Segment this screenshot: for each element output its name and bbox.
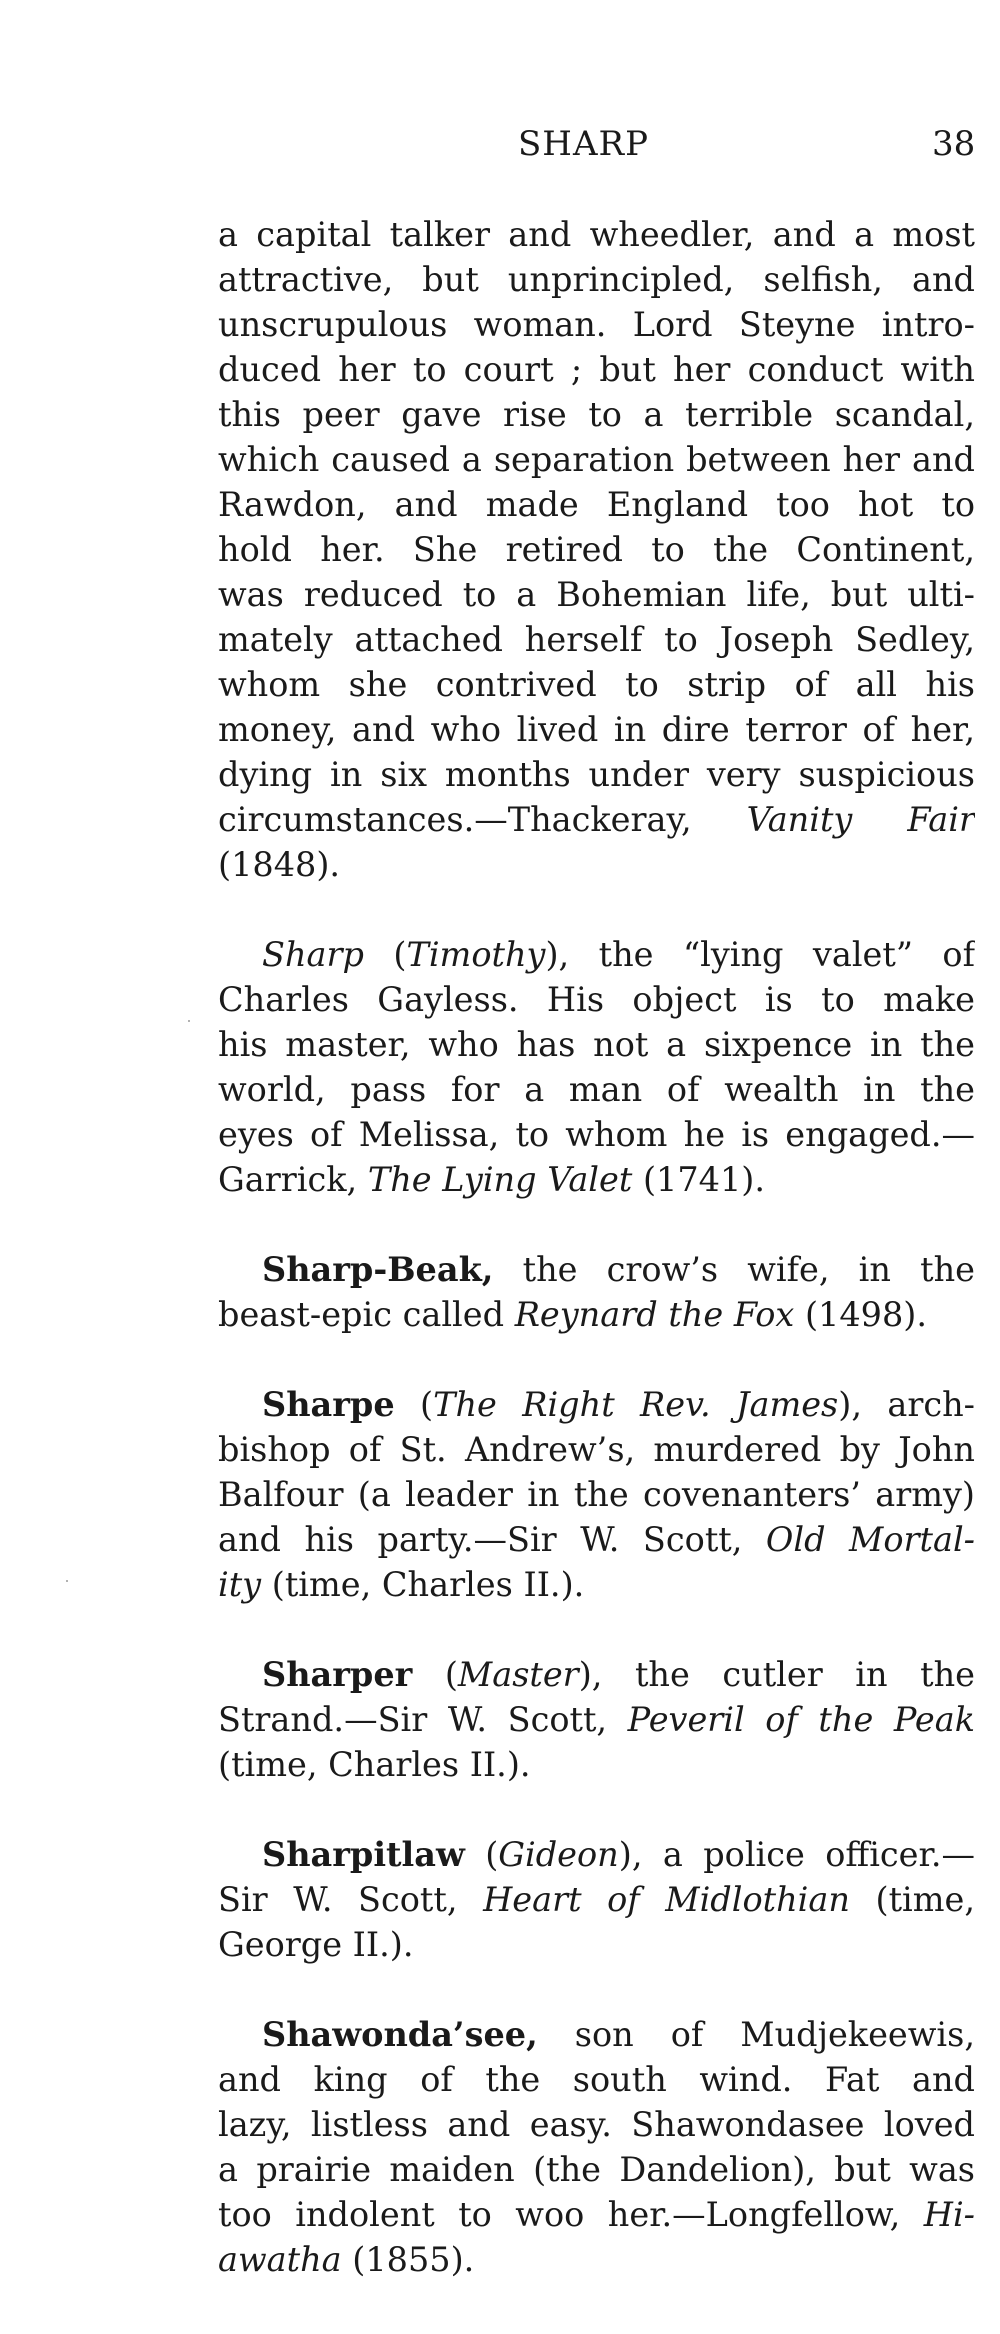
- text-line: this peer gave rise to a terrible scandal,: [218, 395, 975, 434]
- entry-headword: Sharper: [262, 1655, 413, 1694]
- text-line: money, and who lived in dire terror of her,: [218, 710, 975, 749]
- text-line: hold her. She retired to the Continent,: [218, 530, 975, 569]
- entry-headword: Sharpe: [262, 1385, 395, 1424]
- text-line: attractive, but unprincipled, selfish, and: [218, 260, 975, 299]
- work-title: The Lying Valet: [367, 1160, 633, 1199]
- text-line: Sir W. Scott, Heart of Midlothian (time,: [218, 1880, 975, 1919]
- text-line: a capital talker and wheedler, and a most: [218, 215, 975, 254]
- entry-qualifier: Timothy: [406, 935, 546, 974]
- entry-sharpe: [218, 1382, 975, 1607]
- entry-headword: Sharp: [262, 935, 364, 974]
- text-line: Balfour (a leader in the covenanters’ army): [218, 1475, 975, 1514]
- entry-sharp-beak: [218, 1247, 975, 1337]
- text-line: which caused a separation between her and: [218, 440, 975, 479]
- entry-qualifier: Master: [457, 1655, 579, 1694]
- text-line: lazy, listless and easy. Shawondasee loved: [218, 2105, 975, 2144]
- text-line: unscrupulous woman. Lord Steyne intro-: [218, 305, 975, 344]
- text-line: Charles Gayless. His object is to make: [218, 980, 975, 1019]
- text-line: too indolent to woo her.—Longfellow, Hi-: [218, 2195, 975, 2234]
- text-line: bishop of St. Andrew’s, murdered by John: [218, 1430, 975, 1469]
- text-line: dying in six months under very suspicious: [218, 755, 975, 794]
- work-title: Old Mortal-: [765, 1520, 975, 1559]
- text-line: eyes of Melissa, to whom he is engaged.—: [218, 1115, 975, 1154]
- entry-headword: Sharp-Beak,: [262, 1250, 494, 1289]
- text-line: and king of the south wind. Fat and: [218, 2060, 975, 2099]
- text-line: George II.).: [218, 1925, 414, 1964]
- page-header-title: SHARP: [518, 124, 649, 164]
- print-speck: [66, 1580, 68, 1582]
- text-line: Sharpitlaw (Gideon), a police officer.—: [262, 1835, 975, 1874]
- text-column: [218, 212, 975, 2327]
- work-title: ity: [218, 1565, 262, 1604]
- text-line: his master, who has not a sixpence in the: [218, 1025, 975, 1064]
- text-line: world, pass for a man of wealth in the: [218, 1070, 975, 1109]
- text-line: ity (time, Charles II.).: [218, 1565, 585, 1604]
- entry-shawondasee: [218, 2012, 975, 2282]
- work-title: Heart of Midlothian: [483, 1880, 850, 1919]
- entry-headword: Shawonda’see,: [262, 2015, 538, 2054]
- text-line: duced her to court ; but her conduct with: [218, 350, 975, 389]
- text-line: Sharper (Master), the cutler in the: [262, 1655, 975, 1694]
- entry-sharp-timothy: [218, 932, 975, 1202]
- text-line: Sharp-Beak, the crow’s wife, in the: [262, 1250, 975, 1289]
- entry-qualifier: Gideon: [498, 1835, 619, 1874]
- running-head: [0, 124, 1000, 172]
- entry-sharper: [218, 1652, 975, 1787]
- print-speck: [188, 1020, 190, 1022]
- work-title: Peveril of the Peak: [627, 1700, 975, 1739]
- text-line: Sharp (Timothy), the “lying valet” of: [262, 935, 975, 974]
- text-line: Shawonda’see, son of Mudjekeewis,: [262, 2015, 975, 2054]
- text-line: Sharpe (The Right Rev. James), arch-: [262, 1385, 975, 1424]
- work-title: awatha: [218, 2240, 342, 2279]
- entry-qualifier: The Right Rev. James: [433, 1385, 839, 1424]
- text-line: and his party.—Sir W. Scott, Old Mortal-: [218, 1520, 975, 1559]
- citation-text: circumstances.—Thackeray,: [218, 800, 747, 839]
- text-line: a prairie maiden (the Dandelion), but was: [218, 2150, 975, 2189]
- text-line: mately attached herself to Joseph Sedley,: [218, 620, 975, 659]
- text-line: Strand.—Sir W. Scott, Peveril of the Peak: [218, 1700, 975, 1739]
- work-title: Vanity Fair: [746, 800, 975, 839]
- text-line: beast-epic called Reynard the Fox (1498).: [218, 1295, 928, 1334]
- text-line: whom she contrived to strip of all his: [218, 665, 975, 704]
- text-line: [218, 797, 975, 842]
- text-line: (time, Charles II.).: [218, 1745, 531, 1784]
- text-line: Rawdon, and made England too hot to: [218, 485, 975, 524]
- text-line: awatha (1855).: [218, 2240, 475, 2279]
- text-line: was reduced to a Bohemian life, but ulti-: [218, 575, 975, 614]
- text-line: (1848).: [218, 845, 341, 884]
- work-title: Reynard the Fox: [514, 1295, 795, 1334]
- entry-headword: Sharpitlaw: [262, 1835, 465, 1874]
- text-line: Garrick, The Lying Valet (1741).: [218, 1160, 765, 1199]
- entry-sharpitlaw: [218, 1832, 975, 1967]
- entry-continuation: [218, 212, 975, 887]
- page-number: 38: [932, 124, 976, 164]
- work-title: Hi-: [923, 2195, 975, 2234]
